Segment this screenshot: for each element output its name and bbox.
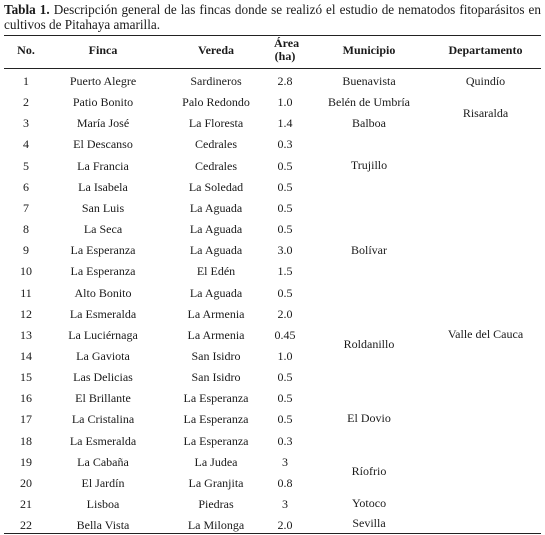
cell-finca: La Cabaña	[77, 455, 129, 469]
cell-vereda: La Esperanza	[183, 434, 249, 448]
cell-no: 20	[20, 476, 32, 490]
cell-area: 0.5	[277, 391, 293, 405]
cell-vereda: La Aguada	[189, 201, 243, 215]
cell-vereda: La Granjita	[188, 476, 244, 490]
municipio-cell: Balboa	[352, 116, 386, 130]
cell-vereda: La Aguada	[189, 243, 243, 257]
cell-vereda: La Judea	[194, 455, 238, 469]
cell-area: 1.0	[277, 349, 293, 363]
cell-area: 0.5	[277, 412, 293, 426]
header-area	[274, 36, 300, 63]
cell-area: 2.0	[277, 307, 293, 321]
cell-no: 17	[20, 412, 32, 426]
cell-no: 1	[23, 74, 29, 88]
cell-no: 8	[23, 222, 29, 236]
cell-no: 14	[20, 349, 32, 363]
cell-finca: La Isabela	[78, 180, 128, 194]
header-no: No.	[17, 43, 35, 57]
cell-finca: María José	[76, 116, 130, 130]
cell-area: 0.5	[277, 159, 293, 173]
cell-area: 1.5	[277, 264, 293, 278]
header-area-label: Área	[274, 36, 300, 50]
cell-vereda: Sardineros	[190, 74, 242, 88]
header-departamento: Departamento	[448, 43, 523, 57]
municipio-cell: Ríofrio	[351, 464, 387, 478]
cell-vereda: Palo Redondo	[182, 95, 250, 109]
municipio-cell: El Dovio	[347, 411, 391, 425]
cell-no: 9	[23, 243, 29, 257]
cell-no: 21	[20, 497, 32, 511]
departamento-cell: Risaralda	[462, 106, 509, 120]
cell-area: 0.3	[277, 137, 293, 151]
cell-no: 3	[23, 116, 29, 130]
cell-area: 0.5	[277, 286, 293, 300]
cell-vereda: La Esperanza	[183, 391, 249, 405]
cell-no: 2	[23, 95, 29, 109]
table-top-rule	[4, 35, 541, 36]
cell-area: 1.4	[277, 116, 293, 130]
cell-vereda: La Aguada	[189, 286, 243, 300]
cell-finca: Puerto Alegre	[69, 74, 137, 88]
caption-text: Descripción general de las fincas donde se realizó el estudio de nematodos fitoparásitos en cultivos de Pitahaya amarilla.	[4, 2, 541, 32]
cell-vereda: La Armenia	[187, 307, 245, 321]
cell-area: 0.5	[277, 222, 293, 236]
table-header-rule	[4, 68, 541, 69]
cell-vereda: El Edén	[196, 264, 236, 278]
cell-no: 22	[20, 518, 32, 532]
municipio-cell: Trujillo	[350, 158, 388, 172]
cell-vereda: Cedrales	[195, 137, 237, 151]
table-bottom-rule	[4, 533, 541, 534]
cell-vereda: La Aguada	[189, 222, 243, 236]
cell-finca: El Jardín	[81, 476, 125, 490]
cell-vereda: La Esperanza	[183, 412, 249, 426]
cell-area: 3	[282, 455, 288, 469]
cell-finca: La Esmeralda	[69, 307, 137, 321]
municipio-cell: Sevilla	[352, 516, 386, 530]
cell-area: 2.0	[277, 518, 293, 532]
cell-vereda: La Milonga	[187, 518, 245, 532]
cell-vereda: Piedras	[198, 497, 234, 511]
cell-no: 18	[20, 434, 32, 448]
municipio-cell: Buenavista	[342, 74, 396, 88]
cell-vereda: La Floresta	[188, 116, 244, 130]
cell-finca: La Luciérnaga	[68, 328, 138, 342]
cell-finca: La Francia	[77, 159, 129, 173]
municipio-cell: Belén de Umbría	[328, 95, 410, 109]
municipio-cell: Bolívar	[351, 243, 387, 257]
cell-finca: El Brillante	[75, 391, 131, 405]
cell-vereda: San Isidro	[191, 370, 241, 384]
cell-area: 0.5	[277, 370, 293, 384]
cell-area: 1.0	[277, 95, 293, 109]
cell-no: 16	[20, 391, 32, 405]
cell-finca: La Esperanza	[70, 243, 136, 257]
header-finca: Finca	[88, 43, 118, 57]
cell-vereda: San Isidro	[191, 349, 241, 363]
cell-finca: La Gaviota	[76, 349, 130, 363]
header-vereda: Vereda	[198, 43, 234, 57]
municipio-cell: Yotoco	[351, 496, 387, 510]
cell-finca: Alto Bonito	[74, 286, 132, 300]
header-municipio: Municipio	[342, 43, 396, 57]
cell-no: 11	[20, 286, 32, 300]
cell-finca: Bella Vista	[76, 518, 130, 532]
cell-finca: Las Delicias	[73, 370, 133, 384]
departamento-cell: Valle del Cauca	[447, 327, 524, 341]
cell-no: 13	[20, 328, 32, 342]
cell-vereda: La Soledad	[188, 180, 244, 194]
cell-area: 0.45	[274, 328, 296, 342]
cell-no: 19	[20, 455, 32, 469]
cell-area: 2.8	[277, 74, 293, 88]
header-area-unit: (ha)	[274, 49, 296, 63]
cell-no: 5	[23, 159, 29, 173]
cell-area: 0.3	[277, 434, 293, 448]
cell-no: 7	[23, 201, 29, 215]
cell-vereda: Cedrales	[195, 159, 237, 173]
cell-finca: Patio Bonito	[72, 95, 134, 109]
cell-finca: La Seca	[83, 222, 123, 236]
municipio-cell: Roldanillo	[343, 337, 395, 351]
table-label: Tabla 1.	[4, 2, 50, 17]
cell-area: 0.5	[277, 201, 293, 215]
cell-no: 15	[20, 370, 32, 384]
cell-no: 4	[23, 137, 29, 151]
cell-finca: El Descanso	[73, 137, 133, 151]
cell-area: 0.5	[277, 180, 293, 194]
cell-no: 6	[23, 180, 29, 194]
cell-area: 3	[282, 497, 288, 511]
cell-finca: La Esmeralda	[69, 434, 137, 448]
table-caption	[4, 2, 541, 32]
cell-no: 10	[20, 264, 32, 278]
cell-area: 3.0	[277, 243, 293, 257]
cell-vereda: La Armenia	[187, 328, 245, 342]
cell-finca: La Cristalina	[71, 412, 135, 426]
cell-finca: La Esperanza	[70, 264, 136, 278]
cell-no: 12	[20, 307, 32, 321]
cell-finca: Lisboa	[86, 497, 120, 511]
cell-finca: San Luis	[81, 201, 125, 215]
cell-area: 0.8	[277, 476, 293, 490]
departamento-cell: Quindío	[465, 74, 506, 88]
